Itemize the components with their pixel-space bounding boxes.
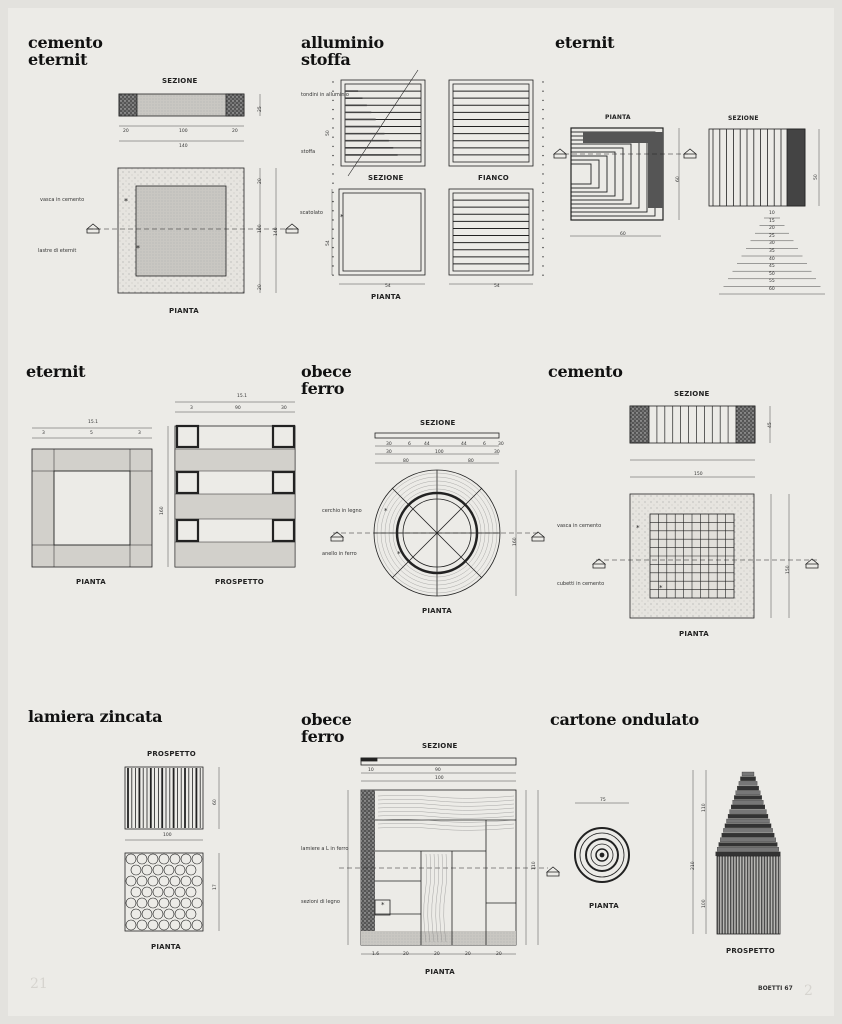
cemento-section: [630, 406, 770, 477]
dim-10a: 10: [368, 768, 374, 773]
tick-dot: [542, 210, 543, 211]
cartone-plan: [575, 803, 629, 882]
dim-100a: 100: [179, 129, 188, 134]
caption-pianta-9: PIANTA: [589, 902, 619, 910]
plank-section: [361, 758, 516, 781]
dim-140: 140: [179, 144, 188, 149]
pipe-circle: [186, 909, 196, 919]
tick-dot: [542, 155, 543, 156]
pipe-circle: [170, 898, 180, 908]
pipe-circle: [170, 920, 180, 930]
svg-text:*: *: [136, 244, 140, 253]
dim-20e: 20: [403, 952, 409, 957]
dim-150b: 150: [786, 565, 791, 574]
eternit-pyramid-plan: [571, 128, 663, 220]
pipe-circle: [126, 920, 136, 930]
wood-grain: [428, 854, 431, 942]
tower-step: [727, 819, 770, 823]
tower-step: [725, 824, 771, 828]
title-line: eternit: [28, 50, 88, 69]
dim-20b: 20: [232, 129, 238, 134]
tick-dot: [542, 201, 543, 202]
cemento-eternit-plan: [87, 168, 298, 293]
tower-step: [742, 772, 754, 776]
caption-prospetto-2: PROSPETTO: [147, 750, 196, 758]
tick-dot: [542, 164, 543, 165]
tick-dot: [332, 219, 333, 220]
dim-60b: 60: [676, 176, 681, 182]
caption-pianta-8: PIANTA: [425, 968, 455, 976]
tick-dot: [332, 91, 333, 92]
dim-160b: 160: [513, 537, 518, 546]
pipe-circle: [148, 898, 158, 908]
cartone-dim-lines: [693, 770, 706, 934]
pipe-circle: [137, 854, 147, 864]
tick-dot: [542, 238, 543, 239]
tick-dot: [332, 256, 333, 257]
dim-30d: 30: [386, 450, 392, 455]
tower-step: [728, 814, 768, 818]
wood-grain: [378, 823, 514, 826]
pipe-circle: [148, 854, 158, 864]
note-cerchio-legno: cerchio in legno: [322, 508, 362, 514]
pyramid-dim-label: 35: [769, 249, 775, 254]
technical-drawings: [8, 8, 834, 1016]
tower-step: [720, 838, 775, 842]
pipe-circle: [186, 887, 196, 897]
pyramid-dim-label: 10: [769, 211, 775, 216]
lamiera-plan: [125, 853, 219, 931]
dim-80b: 80: [468, 459, 474, 464]
tick-dot: [332, 109, 333, 110]
dim-44b: 44: [461, 442, 467, 447]
svg-text:*: *: [636, 524, 640, 532]
caption-pianta-2: PIANTA: [371, 293, 401, 301]
pipe-circle: [126, 898, 136, 908]
tick-dot: [332, 265, 333, 266]
pipe-circle: [181, 920, 191, 930]
pipe-circle: [159, 898, 169, 908]
tick-dot: [542, 265, 543, 266]
pipe-circle: [170, 854, 180, 864]
dim-30a: 30: [281, 406, 287, 411]
page-mark-right: 2: [804, 983, 813, 999]
dim-6a: 6: [408, 442, 411, 447]
pyramid-square: [571, 152, 615, 196]
caption-sezione-5: SEZIONE: [674, 390, 710, 398]
caption-sezione-6: SEZIONE: [422, 742, 458, 750]
alluminio-section: [341, 70, 425, 176]
caption-pianta-5: PIANTA: [422, 607, 452, 615]
pipe-circle: [164, 909, 174, 919]
caption-sezione-1: SEZIONE: [162, 77, 198, 85]
tower-step: [734, 796, 762, 800]
caption-prospetto-3: PROSPETTO: [726, 947, 775, 955]
tick-dot: [332, 155, 333, 156]
pyramid-square: [571, 144, 631, 204]
pipe-circle: [137, 876, 147, 886]
pipe-circle: [126, 854, 136, 864]
tick-dot: [332, 127, 333, 128]
tick-dot: [332, 183, 333, 184]
dim-75: 75: [600, 798, 606, 803]
pipe-circle: [164, 887, 174, 897]
page-mark-left: 21: [30, 976, 48, 992]
dim-20a: 20: [123, 129, 129, 134]
tick-dot: [332, 118, 333, 119]
wood-grain: [424, 854, 427, 942]
pipe-circle: [192, 898, 202, 908]
pipe-circle: [142, 909, 152, 919]
pyramid-dim-label: 30: [769, 241, 775, 247]
pipe-circle: [131, 887, 141, 897]
pipe-circle: [131, 909, 141, 919]
title-line: obece: [301, 710, 352, 729]
tick-dot: [332, 229, 333, 230]
pipe-circle: [181, 898, 191, 908]
note-vasca-cemento-2: vasca in cemento: [557, 523, 602, 529]
pyramid-dim-label: 25: [769, 233, 775, 239]
pipe-circle: [142, 865, 152, 875]
note-stoffa: stoffa: [301, 149, 316, 155]
pipe-circle: [186, 865, 196, 875]
pipe-circle: [131, 865, 141, 875]
pipe-circle: [192, 854, 202, 864]
wood-grain: [378, 807, 514, 810]
tower-step: [722, 833, 774, 837]
signature: BOETTI 67: [758, 985, 793, 992]
dim-30b: 30: [386, 442, 392, 447]
title-line: ferro: [301, 379, 345, 398]
tick-dot: [332, 81, 333, 82]
caption-pianta-1: PIANTA: [169, 307, 199, 315]
tower-step: [723, 828, 772, 832]
tick-dot: [542, 81, 543, 82]
dim-100d: 100: [163, 833, 172, 838]
svg-text:*: *: [659, 584, 663, 592]
pipe-circle: [137, 920, 147, 930]
tick-dot: [542, 91, 543, 92]
plank-plan: [339, 790, 559, 954]
dim-54b: 54: [385, 284, 391, 289]
dim-20g: 20: [465, 952, 471, 957]
pipe-circle: [159, 920, 169, 930]
caption-pianta-7: PIANTA: [151, 943, 181, 951]
dim-15-1a: 15.1: [88, 420, 99, 425]
tick-dot: [542, 127, 543, 128]
tick-dot: [542, 229, 543, 230]
pyramid-square: [571, 136, 647, 212]
title-line: eternit: [26, 362, 86, 381]
dim-160a: 160: [160, 506, 165, 515]
tower-step: [739, 781, 757, 785]
pipe-circle: [159, 854, 169, 864]
title-line: lamiera zincata: [28, 707, 163, 726]
dim-1-6: 1.6: [372, 952, 380, 957]
dim-15-1b: 15.1: [237, 394, 248, 399]
svg-text:*: *: [340, 213, 344, 221]
svg-text:*: *: [384, 507, 388, 515]
alluminio-plan-side: [449, 189, 533, 275]
alluminio-plan: [332, 189, 533, 284]
eternit-plan: [32, 428, 152, 567]
cartone-prospetto: [716, 772, 781, 934]
tick-dot: [332, 164, 333, 165]
caption-pianta-6: PIANTA: [679, 630, 709, 638]
tick-dot: [542, 256, 543, 257]
pyramid-dim-label: 60: [769, 287, 775, 292]
dim-50a: 50: [326, 130, 331, 136]
wood-grain: [378, 811, 514, 814]
pyramid-dim-label: 15: [769, 218, 775, 224]
dim-110b: 110: [702, 803, 707, 812]
note-tondini-alluminio: tondini in alluminio: [301, 92, 349, 98]
tick-dot: [542, 183, 543, 184]
caption-sezione-2: SEZIONE: [368, 174, 404, 182]
tick-dot: [542, 192, 543, 193]
tick-dot: [332, 275, 333, 276]
dim-50b: 50: [814, 174, 819, 180]
tick-dot: [542, 100, 543, 101]
tick-dot: [332, 137, 333, 138]
cemento-eternit-section: [119, 94, 260, 141]
dim-44a: 44: [424, 442, 430, 447]
note-scatolato: scatolato: [300, 210, 323, 216]
note-anello-ferro: anello in ferro: [322, 551, 357, 557]
caption-prospetto-1: PROSPETTO: [215, 578, 264, 586]
dim-80a: 80: [403, 459, 409, 464]
dim-20d: 20: [258, 284, 263, 290]
wood-grain: [378, 815, 514, 818]
pyramid-square: [571, 164, 591, 184]
pipe-circle: [164, 865, 174, 875]
pipe-circle: [153, 887, 163, 897]
dim-54a: 54: [326, 240, 331, 246]
dim-25a: 25: [258, 106, 263, 112]
pipe-circle: [159, 876, 169, 886]
note-cubetti-cemento: cubetti in cemento: [557, 581, 605, 587]
tick-dot: [542, 275, 543, 276]
tick-dot: [332, 201, 333, 202]
tick-dot: [542, 146, 543, 147]
title-line: alluminio: [301, 33, 384, 52]
dim-100e: 100: [435, 776, 444, 781]
pipe-circle: [181, 876, 191, 886]
title-line: eternit: [555, 33, 615, 52]
pyramid-square: [571, 156, 607, 192]
tower-step: [736, 791, 760, 795]
title-line: ferro: [301, 727, 345, 746]
tick-dot: [542, 247, 543, 248]
title-line: cartone ondulato: [550, 710, 699, 729]
pipe-circle: [175, 909, 185, 919]
dim-17: 17: [213, 884, 218, 890]
dim-90a: 90: [235, 406, 241, 411]
pyramid-dim-label: 20: [769, 226, 775, 232]
dim-5a: 5: [90, 431, 93, 436]
wood-grain: [444, 854, 447, 942]
pyramid-square: [571, 132, 655, 216]
pipe-circle: [175, 887, 185, 897]
caption-sezione-3: SEZIONE: [728, 115, 759, 122]
note-lamiere-ferro: lamiere a L in ferro: [301, 846, 349, 852]
wood-grain: [378, 827, 514, 830]
pyramid-dim-label: 45: [769, 264, 775, 270]
alluminio-side: [449, 80, 533, 166]
tick-dot: [332, 247, 333, 248]
tower-step: [719, 843, 778, 847]
tick-dot: [542, 137, 543, 138]
pipe-circle: [148, 920, 158, 930]
pipe-circle: [170, 876, 180, 886]
dim-54c: 54: [494, 284, 500, 289]
svg-text:*: *: [381, 901, 385, 909]
dim-3c: 3: [190, 406, 193, 411]
caption-pianta-4: PIANTA: [76, 578, 106, 586]
dim-60a: 60: [620, 232, 626, 237]
dim-20f: 20: [434, 952, 440, 957]
wood-grain: [436, 854, 439, 942]
pipe-circle: [153, 909, 163, 919]
caption-sezione-4: SEZIONE: [420, 419, 456, 427]
tower-step: [717, 847, 779, 851]
tick-dot: [332, 173, 333, 174]
dim-100c: 100: [435, 450, 444, 455]
pipe-circle: [175, 865, 185, 875]
dim-45a: 45: [768, 422, 773, 428]
note-sezioni-legno: sezioni di legno: [301, 899, 340, 905]
tower-step: [733, 800, 764, 804]
pyramid-dim-label: 40: [769, 256, 775, 262]
eternit-prospetto: [168, 402, 295, 567]
tower-step: [730, 810, 767, 814]
dim-150a: 150: [694, 472, 703, 477]
tick-dot: [332, 100, 333, 101]
dim-20h: 20: [496, 952, 502, 957]
caption-fianco: FIANCO: [478, 174, 509, 182]
drawing-sheet: [8, 8, 834, 1016]
dim-30e: 30: [494, 450, 500, 455]
wood-grain: [432, 854, 435, 942]
tick-dot: [332, 210, 333, 211]
tower-step: [716, 852, 781, 856]
tick-dot: [542, 173, 543, 174]
dim-140b: 140: [274, 227, 279, 236]
pipe-circle: [192, 876, 202, 886]
dim-3a: 3: [42, 431, 45, 436]
title-line: cemento: [548, 362, 623, 381]
pipe-circle: [142, 887, 152, 897]
tick-dot: [332, 238, 333, 239]
tower-step: [731, 805, 765, 809]
dim-60c: 60: [213, 799, 218, 805]
tick-dot: [542, 219, 543, 220]
pipe-circle: [137, 898, 147, 908]
pipe-circle: [181, 854, 191, 864]
dim-100b: 100: [258, 224, 263, 233]
tick-dot: [542, 109, 543, 110]
tick-dot: [542, 118, 543, 119]
note-lastre-eternit: lastre di eternit: [38, 248, 77, 254]
pipe-circle: [126, 876, 136, 886]
dim-20c: 20: [258, 178, 263, 184]
wood-grain: [378, 799, 514, 802]
dim-6b: 6: [483, 442, 486, 447]
title-line: obece: [301, 362, 352, 381]
note-vasca-cemento: vasca in cemento: [40, 197, 85, 203]
tick-dot: [332, 146, 333, 147]
dim-210: 210: [691, 861, 696, 870]
pyramid-dimension-lines: [719, 218, 825, 294]
pyramid-dim-label: 50: [769, 271, 775, 277]
wood-grain: [378, 803, 514, 806]
obece-ferro-section: [375, 433, 499, 463]
wood-grain: [440, 854, 443, 942]
dim-90b: 90: [435, 768, 441, 773]
dim-30c: 30: [498, 442, 504, 447]
wood-grain: [378, 795, 514, 798]
pyramid-dim-label: 55: [769, 279, 775, 285]
tick-dot: [332, 192, 333, 193]
svg-text:*: *: [397, 550, 401, 558]
dim-100f: 100: [702, 899, 707, 908]
title-line: stoffa: [301, 50, 351, 69]
caption-pianta-3: PIANTA: [605, 114, 631, 121]
pipe-circle: [192, 920, 202, 930]
tower-step: [740, 777, 755, 781]
dim-3b: 3: [138, 431, 141, 436]
dim-110a: 110: [532, 861, 537, 870]
svg-text:*: *: [124, 197, 128, 206]
pipe-circle: [148, 876, 158, 886]
pyramid-square: [571, 140, 639, 208]
tower-step: [737, 786, 758, 790]
title-line: cemento: [28, 33, 103, 52]
pipe-circle: [153, 865, 163, 875]
